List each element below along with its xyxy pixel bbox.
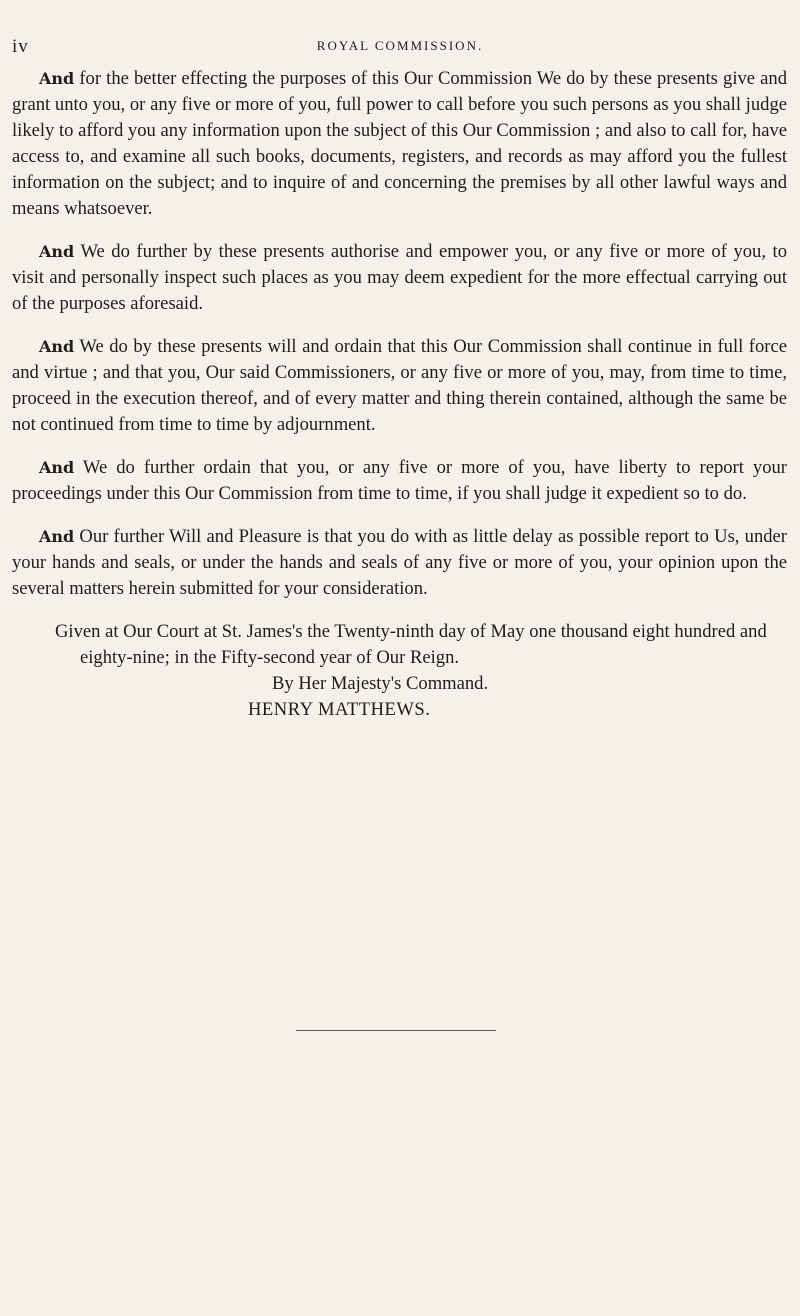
given-at-clause: Given at Our Court at St. James's the Twenty-ninth day of May one thousand eight hundred and eighty-nine; in the Fifty-second year of Our Reign. (55, 621, 767, 668)
paragraph-text: Our further Will and Pleasure is that you do with as little delay as possible report to Us, under your hands and seals, or under the hands and seals of any five or more of you, your opinion upon the several matters herein submitted for your consideration. (12, 526, 787, 599)
paragraph-text: We do further by these presents authorise and empower you, or any five or more of you, to visit and personally inspect such places as you may deem expedient for the more effectual carrying out of the purposes aforesaid. (12, 241, 787, 314)
paragraph-text: We do further ordain that you, or any five or more of you, have liberty to report your proceedings under this Our Commission from time to time, if you shall judge it expedient so to do. (12, 457, 787, 504)
paragraph-lead-word: And (39, 337, 75, 356)
running-head: ROYAL COMMISSION. (316, 38, 484, 53)
commission-text (12, 66, 787, 723)
paragraph (12, 66, 787, 222)
paragraph (12, 239, 787, 317)
paragraph-text: for the better effecting the purposes of this Our Commission We do by these presents give and grant unto you, or any five or more of you, full power to call before you such persons as you shall judge likely to afford you any information upon the subject of this Our Commission ; and also to call for, have access to, and examine all such books, documents, registers, and records as may afford you the fullest information on the subject; and to inquire of and concerning the premises by all other lawful ways and means whatsoever. (12, 68, 787, 219)
paragraph (12, 524, 787, 602)
paragraph (12, 334, 787, 438)
paragraph-lead-word: And (39, 527, 75, 546)
page-number: iv (12, 36, 29, 57)
paragraph-lead-word: And (39, 69, 75, 88)
signature-name: HENRY MATTHEWS. (248, 699, 431, 720)
closing-rule (296, 1030, 496, 1031)
paragraph-lead-word: And (39, 458, 75, 477)
paragraph-lead-word: And (39, 242, 75, 261)
paragraph-text: We do by these presents will and ordain that this Our Commission shall continue in full force and virtue ; and that you, Our said Commissioners, or any five or more of you, may, from time to time, proceed in the execution thereof, and of every matter and thing therein contained, although the same be not continued from time to time by adjournment. (12, 336, 787, 435)
by-command-line: By Her Majesty's Command. (272, 673, 489, 694)
page-header (12, 36, 788, 58)
paragraph (12, 455, 787, 507)
